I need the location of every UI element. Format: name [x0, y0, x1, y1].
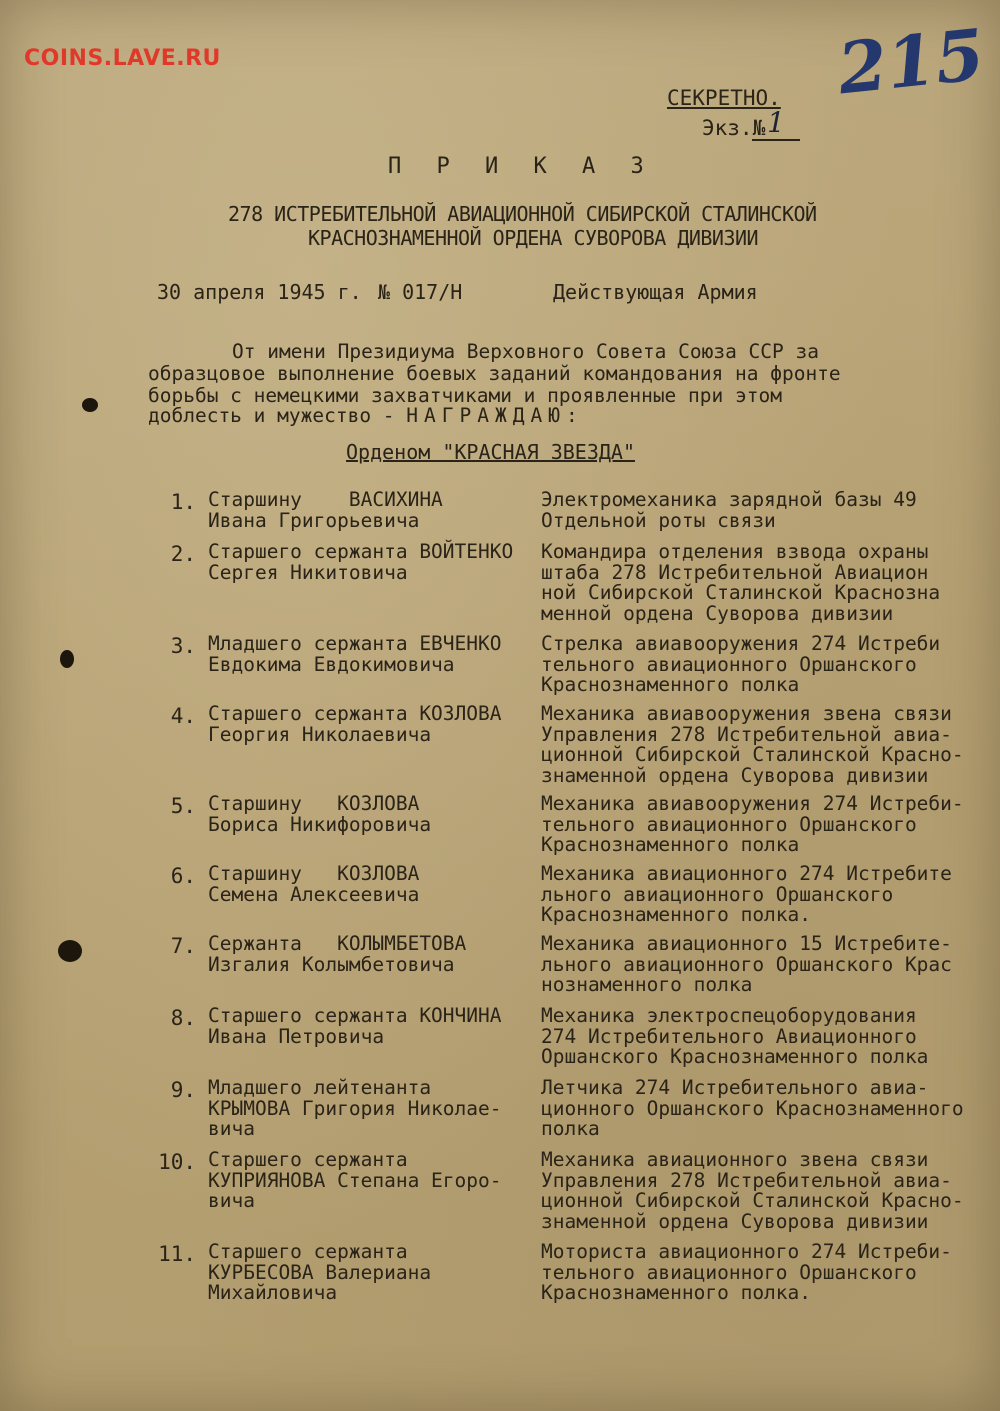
paper-stain	[58, 940, 82, 962]
awardee-position-line: ционной Сибирской Сталинской Красно-	[541, 1189, 964, 1212]
awardee-name-line: Бориса Никифоровича	[208, 812, 432, 836]
awardee-position-line: тельного авиационного Оршанского	[541, 652, 917, 676]
awardee-name-line: Сержанта КОЛЫМБЕТОВА	[208, 932, 467, 955]
preamble-line-2: образцовое выполнение боевых заданий командования на фронте	[148, 362, 841, 385]
awardee-position-line: Механика авиавооружения звена связи	[541, 702, 952, 725]
awardee-name-line: Семена Алексеевича	[208, 882, 420, 906]
awardee-name-line: Старшего сержанта	[208, 1148, 408, 1171]
awardee-number: 3.	[170, 634, 196, 658]
awardee-position-line: Электромеханика зарядной базы 49	[541, 488, 917, 511]
awardee-name-line: Старшину КОЗЛОВА	[208, 792, 420, 815]
awardee-name	[208, 634, 502, 675]
copy-label: Экз.№	[702, 116, 766, 140]
awardee-position-line: Оршанского Краснознаменного полка	[541, 1045, 929, 1068]
awardee-position-line: Краснознаменного полка	[541, 833, 800, 856]
awardee-number: 1.	[170, 490, 196, 514]
awardee-number: 4.	[170, 704, 196, 728]
awardee-name-line: вича	[208, 1117, 255, 1140]
preamble-line-1: От имени Президиума Верховного Совета Союза ССР за	[232, 340, 819, 363]
document-title: П Р И К А З	[388, 154, 655, 179]
awardee-position-line: ционного Оршанского Краснознаменного	[541, 1096, 964, 1120]
awardee-name-line: Евдокима Евдокимовича	[208, 652, 455, 676]
awardee-position	[541, 490, 917, 531]
awardee-name	[208, 934, 466, 975]
awardee-position-line: нознаменного полка	[541, 973, 753, 996]
awardee-name	[208, 542, 513, 583]
awardee-name-line: Старшину КОЗЛОВА	[208, 862, 420, 885]
awardee-number: 7.	[170, 934, 196, 958]
awardee-name-line: Ивана Григорьевича	[208, 508, 420, 532]
awardee-position-line: Механика электроспецоборудования	[541, 1004, 917, 1027]
awardee-name-line: Младшего сержанта ЕВЧЕНКО	[208, 632, 502, 655]
awardee-position	[541, 794, 964, 856]
awardee-name-line: Георгия Николаевича	[208, 722, 432, 746]
awardee-position-line: знаменной ордена Суворова дивизии	[541, 763, 929, 787]
awardee-name	[208, 1242, 431, 1304]
awardee-position-line: Управления 278 Истребительной авиа-	[541, 1168, 952, 1192]
division-line-2: КРАСНОЗНАМЕННОЙ ОРДЕНА СУВОРОВА ДИВИЗИИ	[308, 226, 759, 250]
awardee-name	[208, 794, 431, 835]
awardee-number: 11.	[158, 1242, 196, 1266]
awardee-number: 8.	[170, 1006, 196, 1030]
order-location: Действующая Армия	[553, 280, 758, 304]
awardee-position	[541, 542, 940, 624]
awardee-number: 6.	[170, 864, 196, 888]
awardee-name	[208, 1078, 502, 1140]
copy-number: 1	[752, 106, 800, 141]
awardee-number: 9.	[170, 1078, 196, 1102]
award-order-heading: Орденом "КРАСНАЯ ЗВЕЗДА"	[346, 440, 635, 464]
awardee-name-line: Старшего сержанта ВОЙТЕНКО	[208, 540, 514, 563]
awardee-name-line: КУРБЕСОВА Валериана	[208, 1260, 432, 1284]
awardee-name-line: Старшего сержанта КОЗЛОВА	[208, 702, 502, 725]
awardee-position	[541, 1242, 952, 1304]
awardee-position	[541, 634, 940, 696]
awardee-position-line: 274 Истребительного Авиационного	[541, 1024, 917, 1048]
awardee-position-line: штаба 278 Истребительной Авиацион	[541, 560, 929, 584]
division-line-1: 278 ИСТРЕБИТЕЛЬНОЙ АВИАЦИОННОЙ СИБИРСКОЙ СТАЛИНСКОЙ	[228, 202, 817, 226]
awardee-position-line: ной Сибирской Сталинской Краснозна	[541, 581, 941, 604]
awardee-position-line: Механика авиавооружения 274 Истреби-	[541, 792, 964, 815]
awardee-position-line: льного авиационного Оршанского Крас	[541, 952, 952, 976]
awardee-name	[208, 704, 502, 745]
awardee-position-line: Краснознаменного полка.	[541, 1281, 812, 1304]
awardee-position	[541, 864, 952, 926]
awardee-number: 2.	[170, 542, 196, 566]
awardee-position-line: Механика авиационного 15 Истребите-	[541, 932, 952, 955]
site-watermark: COINS.LAVE.RU	[24, 46, 221, 71]
awardee-position-line: Командира отделения взвода охраны	[541, 540, 929, 563]
awardee-name	[208, 864, 419, 905]
paper-stain	[82, 398, 98, 412]
order-date: 30 апреля 1945 г.	[157, 280, 362, 304]
order-number: № 017/Н	[378, 280, 463, 304]
awardee-position	[541, 1150, 964, 1232]
awardee-position-line: Стрелка авиавооружения 274 Истреби	[541, 632, 941, 655]
awardee-position-line: Механика авиационного 274 Истребите	[541, 862, 952, 885]
awardee-name-line: КРЫМОВА Григория Николае-	[208, 1096, 502, 1120]
awardee-position-line: Отдельной роты связи	[541, 508, 776, 532]
awardee-position	[541, 1078, 964, 1140]
awardee-name	[208, 1150, 502, 1212]
preamble-line-3: борьбы с немецкими захватчиками и проявленные при этом	[148, 384, 782, 407]
awardee-name-line: Сергея Никитовича	[208, 560, 408, 584]
awardee-number: 5.	[170, 794, 196, 818]
awardee-name-line: Ивана Петровича	[208, 1024, 385, 1048]
awardee-position-line: менной ордена Суворова дивизии	[541, 601, 894, 625]
awardee-name-line: КУПРИЯНОВА Степана Егоро-	[208, 1168, 502, 1192]
awardee-position-line: Краснознаменного полка	[541, 673, 800, 696]
awardee-name-line: Старшего сержанта КОНЧИНА	[208, 1004, 502, 1027]
awardee-name	[208, 1006, 502, 1047]
awardee-name-line: вича	[208, 1189, 255, 1212]
awardee-position-line: знаменной ордена Суворова дивизии	[541, 1209, 929, 1233]
awardee-position-line: тельного авиационного Оршанского	[541, 812, 917, 836]
award-verb: НАГРАЖДАЮ:	[406, 404, 584, 427]
preamble-line-4-text: доблесть и мужество -	[148, 404, 395, 427]
awardee-name	[208, 490, 443, 531]
awardee-position	[541, 934, 952, 996]
paper-stain	[60, 650, 74, 668]
awardee-position-line: Летчика 274 Истребительного авиа-	[541, 1076, 929, 1099]
awardee-name-line: Изгалия Колымбетовича	[208, 952, 455, 976]
awardee-position-line: ционной Сибирской Сталинской Красно-	[541, 743, 964, 766]
awardee-name-line: Михайловича	[208, 1281, 338, 1304]
awardee-position-line: тельного авиационного Оршанского	[541, 1260, 917, 1284]
awardee-position-line: полка	[541, 1117, 600, 1140]
awardee-position-line: Управления 278 Истребительной авиа-	[541, 722, 952, 746]
awardee-position-line: Механика авиационного звена связи	[541, 1148, 929, 1171]
secrecy-stamp: СЕКРЕТНО.	[667, 86, 781, 110]
awardee-position-line: Моториста авиационного 274 Истреби-	[541, 1240, 952, 1263]
awardee-position	[541, 1006, 928, 1068]
preamble-line-4	[148, 404, 584, 427]
awardee-position	[541, 704, 964, 786]
awardee-name-line: Младшего лейтенанта	[208, 1076, 432, 1099]
awardee-name-line: Старшину ВАСИХИНА	[208, 488, 443, 511]
awardee-position-line: льного авиационного Оршанского	[541, 882, 894, 906]
awardee-position-line: Краснознаменного полка.	[541, 903, 812, 926]
handwritten-archive-number: 215	[834, 12, 989, 111]
awardee-name-line: Старшего сержанта	[208, 1240, 408, 1263]
awardee-number: 10.	[158, 1150, 196, 1174]
